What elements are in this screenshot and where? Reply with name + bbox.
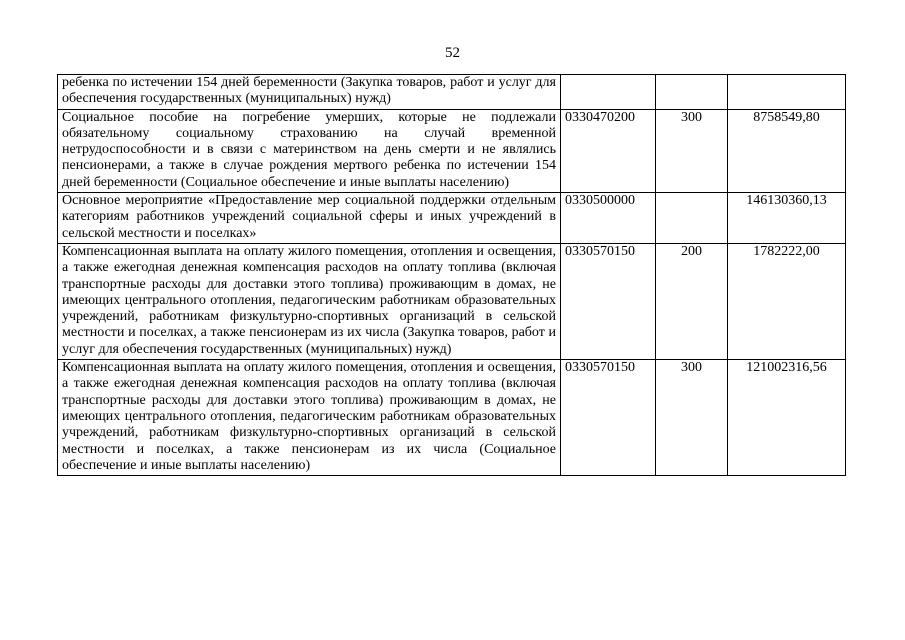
row-expense-type-code: 300 (656, 109, 728, 192)
row-description: ребенка по истечении 154 дней беременности (Закупка товаров, работ и услуг для обеспечения государственных (муниципальных) нужд) (58, 75, 561, 110)
row-expense-type-code (656, 193, 728, 244)
row-description: Основное мероприятие «Предоставление мер социальной поддержки отдельным категориям работников учреждений социальной сферы и иных учреждений в сельской местности и поселках» (58, 193, 561, 244)
row-amount: 8758549,80 (728, 109, 846, 192)
row-target-article-code: 0330500000 (561, 193, 656, 244)
table-row (58, 109, 846, 192)
row-amount: 146130360,13 (728, 193, 846, 244)
row-description: Компенсационная выплата на оплату жилого помещения, отопления и освещения, а также ежегодная денежная компенсация расходов на оплату топлива (включая транспортные расходы для доставки этого топлива) проживающим в домах, не имеющих центрального отопления, педагогическим работникам образовательных учреждений, работникам физкультурно-спортивных организаций в сельской местности и поселках, а также пенсионерам из их числа (Социальное обеспечение и иные выплаты населению) (58, 360, 561, 476)
row-amount (728, 75, 846, 110)
row-expense-type-code: 200 (656, 243, 728, 359)
row-expense-type-code: 300 (656, 360, 728, 476)
row-target-article-code (561, 75, 656, 110)
row-amount: 1782222,00 (728, 243, 846, 359)
budget-table (57, 74, 846, 476)
row-target-article-code: 0330470200 (561, 109, 656, 192)
table-row (58, 75, 846, 110)
page-number: 52 (445, 45, 460, 61)
row-expense-type-code (656, 75, 728, 110)
table-row (58, 243, 846, 359)
row-description: Социальное пособие на погребение умерших, которые не подлежали обязательному социальному страхованию на случай временной нетрудоспособности и в связи с материнством на день смерти и не являлись пенсионерами, а также в случае рождения мертвого ребенка по истечении 154 дней беременности (Социальное обеспечение и иные выплаты населению) (58, 109, 561, 192)
row-target-article-code: 0330570150 (561, 243, 656, 359)
table-row (58, 193, 846, 244)
row-description: Компенсационная выплата на оплату жилого помещения, отопления и освещения, а также ежегодная денежная компенсация расходов на оплату топлива (включая транспортные расходы для доставки этого топлива) проживающим в домах, не имеющих центрального отопления, педагогическим работникам образовательных учреждений, работникам физкультурно-спортивных организаций в сельской местности и поселках, а также пенсионерам из их числа (Закупка товаров, работ и услуг для обеспечения государственных (муниципальных) нужд) (58, 243, 561, 359)
table-row (58, 360, 846, 476)
row-target-article-code: 0330570150 (561, 360, 656, 476)
row-amount: 121002316,56 (728, 360, 846, 476)
